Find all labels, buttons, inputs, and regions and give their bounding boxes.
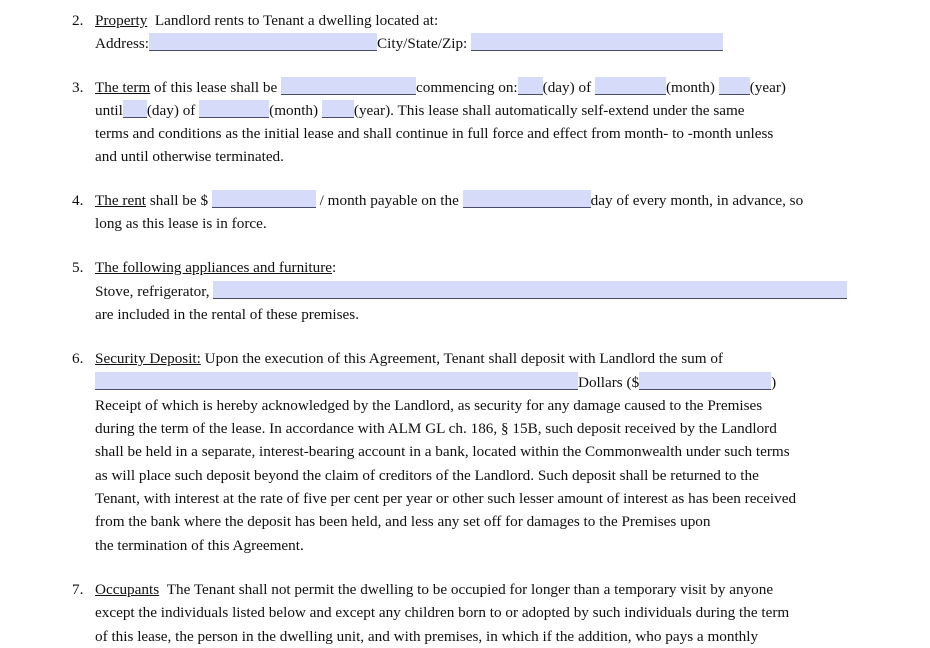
until-year-text: (year). This lease shall automatically self-extend under the same — [353, 101, 745, 119]
clause-7-occupants — [62, 578, 875, 648]
address-input[interactable] — [149, 33, 377, 51]
commencing-day-input[interactable] — [518, 77, 543, 95]
clause-2-heading: Property — [95, 12, 148, 29]
city-state-zip-input[interactable] — [471, 33, 723, 51]
clause-2-line-1 — [95, 9, 875, 32]
clause-number: 4. — [72, 191, 84, 209]
clause-body — [95, 347, 875, 557]
clause-3-term — [62, 76, 875, 169]
clause-5-appliances — [62, 256, 875, 326]
clause-number: 6. — [72, 350, 84, 368]
until-label: until — [95, 101, 123, 119]
clause-2-line-2 — [95, 32, 875, 55]
clause-4-rent — [62, 189, 875, 236]
clause-2-text: Landlord rents to Tenant a dwelling located at: — [154, 12, 439, 29]
clause-5-heading: The following appliances and furniture — [95, 259, 333, 277]
clause-6-line-7: Tenant, with interest at the rate of five per cent per year or other such lesser amount of interest as has been received — [95, 490, 797, 508]
clause-4-text-c: day of every month, in advance, so — [590, 191, 804, 209]
clause-6-line-5: shall be held in a separate, interest-bearing account in a bank, located within the Commonwealth under such terms — [95, 443, 790, 461]
rent-amount-input[interactable] — [212, 190, 316, 208]
until-year-input[interactable] — [322, 100, 354, 118]
clause-4-heading: The rent — [95, 191, 147, 209]
clause-5-prefix: Stove, refrigerator, — [95, 282, 210, 300]
clause-body — [95, 76, 875, 169]
clause-6-line-8: from the bank where the deposit has been held, and less any set off for damages to the Premises upon — [95, 513, 711, 531]
clause-4-text-a: shall be $ — [149, 191, 209, 209]
clause-3-month-label: (month) — [665, 78, 715, 96]
city-state-zip-label: City/State/Zip: — [377, 35, 468, 53]
clause-6-security-deposit — [62, 347, 875, 557]
until-month-label: (month) — [269, 101, 319, 119]
clause-7-text: The Tenant shall not permit the dwelling to be occupied for longer than a temporary visit by anyone — [166, 580, 774, 598]
address-label: Address: — [95, 35, 149, 53]
clause-5-line-2 — [95, 280, 875, 303]
clause-6-line-9: the termination of this Agreement. — [95, 536, 304, 554]
appliances-furniture-input[interactable] — [213, 281, 847, 299]
clause-7-line-3-clipped: of this lease, the person in the dwelling unit, and with premises, in which if the addition, who pays a monthly — [95, 627, 759, 645]
clause-3-line-3: terms and conditions as the initial lease and shall continue in full force and effect from month- to -month unless — [95, 125, 774, 143]
clause-6-line-3: Receipt of which is hereby acknowledged by the Landlord, as security for any damage caused to the Premises — [95, 396, 763, 414]
clause-5-line-3: are included in the rental of these premises. — [95, 305, 359, 323]
clause-body — [95, 189, 875, 236]
clause-3-line-1 — [95, 76, 875, 99]
clause-6-heading: Security Deposit: — [95, 350, 201, 368]
clause-number: 7. — [72, 580, 84, 598]
clause-body — [95, 9, 875, 56]
dollars-label: Dollars ($ — [578, 373, 640, 391]
clause-6-text: Upon the execution of this Agreement, Tenant shall deposit with Landlord the sum of — [204, 350, 723, 368]
commencing-month-input[interactable] — [595, 77, 666, 95]
clause-2-property — [62, 9, 875, 56]
clause-7-heading: Occupants — [95, 580, 160, 598]
clause-6-line-6: as will place such deposit beyond the claim of creditors of the Landlord. Such deposit shall be returned to the — [95, 466, 759, 484]
clause-6-line-2 — [95, 371, 875, 394]
clause-body — [95, 578, 875, 648]
clause-5-colon: : — [332, 259, 337, 277]
until-day-label: (day) of — [146, 101, 196, 119]
clause-3-text-a: of this lease shall be — [154, 78, 278, 96]
until-month-input[interactable] — [199, 100, 269, 118]
rent-due-day-input[interactable] — [463, 190, 591, 208]
clause-4-text-b: / month payable on the — [319, 191, 459, 209]
clause-3-text-b: commencing on: — [416, 78, 518, 96]
clause-3-year-label: (year) — [749, 78, 786, 96]
deposit-amount-words-input[interactable] — [95, 372, 578, 390]
clause-3-heading: The term — [95, 78, 151, 96]
clause-5-line-1 — [95, 256, 875, 279]
term-length-input[interactable] — [281, 77, 416, 95]
deposit-amount-numeric-input[interactable] — [639, 372, 771, 390]
clause-4-line-1 — [95, 189, 875, 212]
clause-7-line-1 — [95, 578, 875, 601]
clause-3-day-label: (day) of — [542, 78, 592, 96]
dollars-close-paren: ) — [771, 373, 777, 391]
clause-7-line-2: except the individuals listed below and except any children born to or adopted by such individuals during the term — [95, 604, 790, 622]
clause-3-line-2 — [95, 99, 875, 122]
clause-number: 5. — [72, 259, 84, 277]
commencing-year-input[interactable] — [719, 77, 750, 95]
clause-number: 2. — [72, 12, 84, 29]
clause-6-line-4: during the term of the lease. In accordance with ALM GL ch. 186, § 15B, such deposit received by the Landlord — [95, 420, 777, 438]
clause-3-line-4: and until otherwise terminated. — [95, 148, 284, 166]
clause-body — [95, 256, 875, 326]
clause-number: 3. — [72, 78, 84, 96]
until-day-input[interactable] — [123, 100, 147, 118]
clause-4-line-2: long as this lease is in force. — [95, 215, 267, 233]
clause-6-line-1 — [95, 347, 875, 370]
